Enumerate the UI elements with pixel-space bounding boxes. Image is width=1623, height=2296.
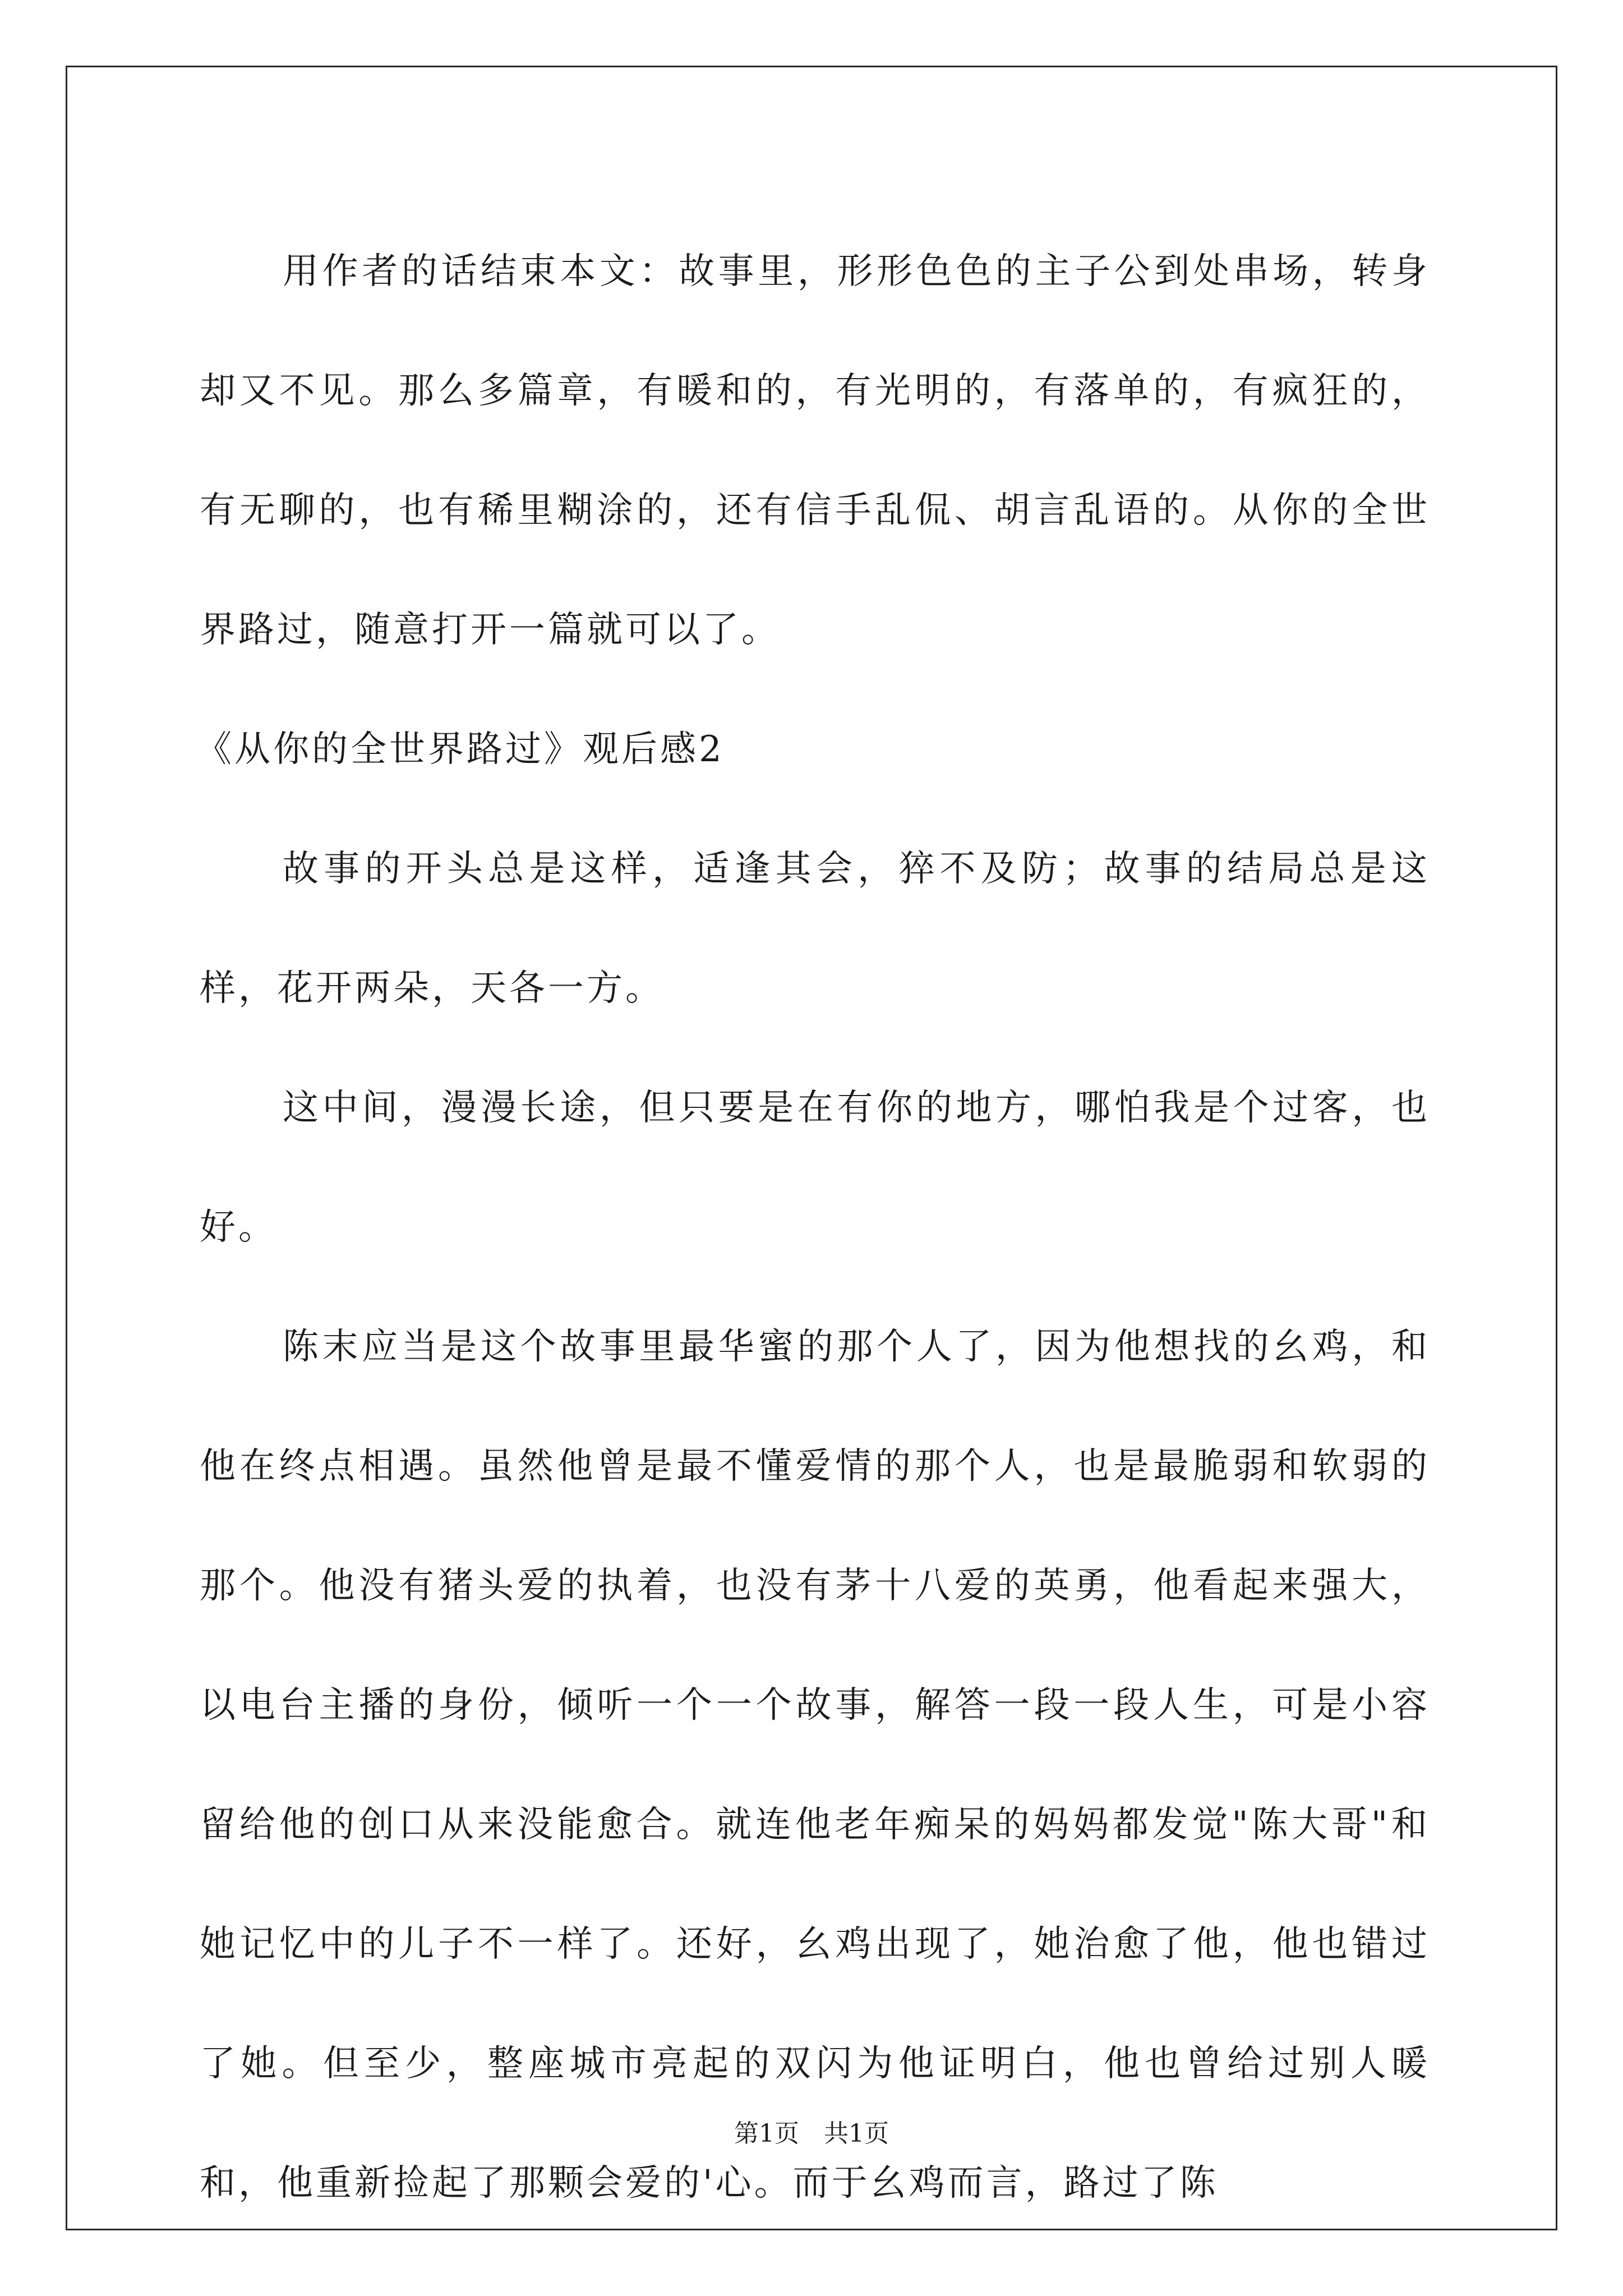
paragraph: 这中间，漫漫长途，但只要是在有你的地方，哪怕我是个过客，也好。 [200, 1087, 1430, 1248]
paragraph: 用作者的话结束本文：故事里，形形色色的主子公到处串场，转身却又不见。那么多篇章，有暖和的，有光明的，有落单的，有疯狂的，有无聊的，也有稀里糊涂的，还有信手乱侃、胡言乱语的。从你的全世界路过，随意打开一篇就可以了。 [200, 251, 1430, 651]
section-heading: 《从你的全世界路过》观后感2 [196, 729, 725, 770]
paragraph: 陈末应当是这个故事里最华蜜的那个人了，因为他想找的幺鸡，和他在终点相遇。虽然他曾是最不懂爱情的那个人，也是最脆弱和软弱的那个。他没有猪头爱的执着，也没有茅十八爱的英勇，他看起来强大，以电台主播的身份，倾听一个一个故事，解答一段一段人生，可是小容留给他的创口从来没能愈合。就连他老年痴呆的妈妈都发觉"陈大哥"和她记忆中的儿子不一样了。还好，幺鸡出现了，她治愈了他，他也错过了她。但至少，整座城市亮起的双闪为他证明白，他也曾给过别人暖和，他重新捡起了那颗会爱的'心。而于幺鸡而言，路过了陈 [200, 1326, 1430, 2204]
document-body [196, 212, 1430, 2243]
page-number: 第1页 [734, 2119, 799, 2148]
paragraph: 故事的开头总是这样，适逢其会，猝不及防；故事的结局总是这样，花开两朵，天各一方。 [200, 848, 1430, 1009]
page-total: 共1页 [824, 2119, 889, 2148]
page-footer [0, 2117, 1623, 2151]
